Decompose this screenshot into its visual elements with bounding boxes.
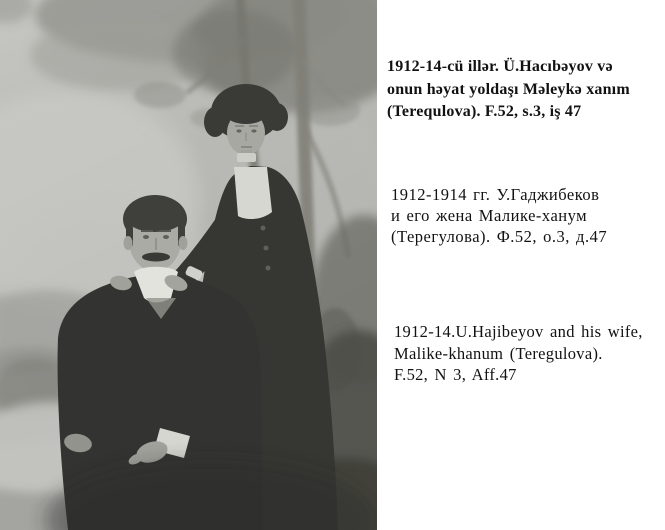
caption-english bbox=[394, 321, 643, 386]
caption-line: onun həyat yoldaşı Məleykə xanım bbox=[387, 80, 630, 98]
caption-azerbaijani bbox=[387, 56, 630, 124]
caption-line: 1912-14.U.Hajibeyov and his wife, bbox=[394, 322, 643, 341]
caption-line: 1912-14-cü illər. Ü.Hacıbəyov və bbox=[387, 58, 613, 75]
caption-line: (Terequlova). F.52, s.3, iş 47 bbox=[387, 103, 582, 120]
caption-russian bbox=[391, 184, 607, 247]
caption-line: F.52, N 3, Aff.47 bbox=[394, 365, 517, 384]
caption-line: (Терегулова). Ф.52, о.3, д.47 bbox=[391, 227, 608, 246]
caption-line: Malike-khanum (Teregulova). bbox=[394, 343, 603, 363]
caption-line: и его жена Малике-ханум bbox=[391, 206, 588, 225]
caption-line: 1912-1914 гг. У.Гаджибеков bbox=[391, 185, 600, 204]
